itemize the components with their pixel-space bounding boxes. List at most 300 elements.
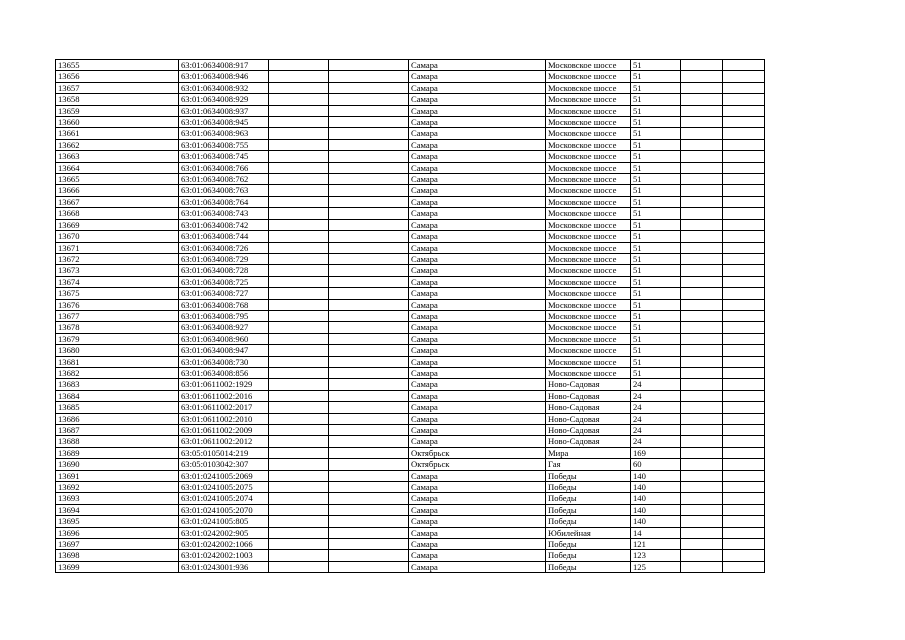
house-number-cell: 125 xyxy=(631,561,681,572)
row-number-cell: 13662 xyxy=(56,139,179,150)
street-cell: Московское шоссе xyxy=(546,128,631,139)
empty-cell xyxy=(723,185,765,196)
street-cell: Мира xyxy=(546,447,631,458)
empty-cell xyxy=(269,94,329,105)
empty-cell xyxy=(723,231,765,242)
street-cell: Московское шоссе xyxy=(546,174,631,185)
row-number-cell: 13691 xyxy=(56,470,179,481)
empty-cell xyxy=(269,516,329,527)
house-number-cell: 51 xyxy=(631,139,681,150)
cadastral-number-cell: 63:01:0634008:744 xyxy=(179,231,269,242)
street-cell: Гая xyxy=(546,459,631,470)
city-cell: Самара xyxy=(409,231,546,242)
empty-cell xyxy=(269,139,329,150)
city-cell: Самара xyxy=(409,310,546,321)
row-number-cell: 13670 xyxy=(56,231,179,242)
empty-cell xyxy=(681,470,723,481)
empty-cell xyxy=(723,539,765,550)
house-number-cell: 121 xyxy=(631,539,681,550)
row-number-cell: 13657 xyxy=(56,82,179,93)
empty-cell xyxy=(681,60,723,71)
street-cell: Ново-Садовая xyxy=(546,425,631,436)
row-number-cell: 13667 xyxy=(56,196,179,207)
cadastral-number-cell: 63:01:0634008:728 xyxy=(179,265,269,276)
empty-cell xyxy=(723,356,765,367)
house-number-cell: 51 xyxy=(631,276,681,287)
city-cell: Самара xyxy=(409,402,546,413)
street-cell: Московское шоссе xyxy=(546,117,631,128)
cadastral-number-cell: 63:01:0634008:963 xyxy=(179,128,269,139)
empty-cell xyxy=(681,561,723,572)
empty-cell xyxy=(329,208,409,219)
empty-cell xyxy=(269,425,329,436)
empty-cell xyxy=(681,288,723,299)
row-number-cell: 13675 xyxy=(56,288,179,299)
cadastral-number-cell: 63:01:0611002:2012 xyxy=(179,436,269,447)
empty-cell xyxy=(269,402,329,413)
table-row xyxy=(56,425,765,436)
street-cell: Юбилейная xyxy=(546,527,631,538)
house-number-cell: 24 xyxy=(631,425,681,436)
row-number-cell: 13679 xyxy=(56,333,179,344)
empty-cell xyxy=(681,402,723,413)
empty-cell xyxy=(723,82,765,93)
cadastral-number-cell: 63:01:0634008:763 xyxy=(179,185,269,196)
empty-cell xyxy=(329,333,409,344)
house-number-cell: 51 xyxy=(631,333,681,344)
street-cell: Победы xyxy=(546,539,631,550)
table-row xyxy=(56,288,765,299)
empty-cell xyxy=(681,482,723,493)
empty-cell xyxy=(681,82,723,93)
cadastral-number-cell: 63:05:0105014:219 xyxy=(179,447,269,458)
street-cell: Победы xyxy=(546,561,631,572)
cadastral-number-cell: 63:01:0243001:936 xyxy=(179,561,269,572)
table-row xyxy=(56,128,765,139)
empty-cell xyxy=(723,425,765,436)
table-row xyxy=(56,447,765,458)
table-row xyxy=(56,493,765,504)
street-cell: Московское шоссе xyxy=(546,265,631,276)
empty-cell xyxy=(681,310,723,321)
empty-cell xyxy=(329,539,409,550)
house-number-cell: 51 xyxy=(631,356,681,367)
city-cell: Самара xyxy=(409,322,546,333)
cadastral-number-cell: 63:01:0634008:927 xyxy=(179,322,269,333)
row-number-cell: 13665 xyxy=(56,174,179,185)
street-cell: Московское шоссе xyxy=(546,196,631,207)
empty-cell xyxy=(329,504,409,515)
row-number-cell: 13669 xyxy=(56,219,179,230)
empty-cell xyxy=(269,459,329,470)
street-cell: Московское шоссе xyxy=(546,345,631,356)
table-row xyxy=(56,310,765,321)
empty-cell xyxy=(269,447,329,458)
empty-cell xyxy=(329,322,409,333)
house-number-cell: 51 xyxy=(631,345,681,356)
city-cell: Самара xyxy=(409,253,546,264)
city-cell: Самара xyxy=(409,162,546,173)
row-number-cell: 13682 xyxy=(56,367,179,378)
city-cell: Самара xyxy=(409,345,546,356)
city-cell: Самара xyxy=(409,288,546,299)
empty-cell xyxy=(269,413,329,424)
house-number-cell: 51 xyxy=(631,82,681,93)
empty-cell xyxy=(269,276,329,287)
house-number-cell: 51 xyxy=(631,299,681,310)
row-number-cell: 13697 xyxy=(56,539,179,550)
cadastral-number-cell: 63:01:0634008:937 xyxy=(179,105,269,116)
table-row xyxy=(56,561,765,572)
city-cell: Самара xyxy=(409,242,546,253)
empty-cell xyxy=(269,265,329,276)
empty-cell xyxy=(681,231,723,242)
empty-cell xyxy=(329,82,409,93)
street-cell: Победы xyxy=(546,470,631,481)
table-row xyxy=(56,345,765,356)
table-row xyxy=(56,470,765,481)
cadastral-number-cell: 63:01:0634008:945 xyxy=(179,117,269,128)
table-row xyxy=(56,174,765,185)
house-number-cell: 51 xyxy=(631,242,681,253)
row-number-cell: 13699 xyxy=(56,561,179,572)
street-cell: Московское шоссе xyxy=(546,151,631,162)
cadastral-number-cell: 63:01:0634008:768 xyxy=(179,299,269,310)
empty-cell xyxy=(329,425,409,436)
row-number-cell: 13687 xyxy=(56,425,179,436)
table-row xyxy=(56,276,765,287)
empty-cell xyxy=(681,71,723,82)
row-number-cell: 13688 xyxy=(56,436,179,447)
empty-cell xyxy=(269,527,329,538)
row-number-cell: 13656 xyxy=(56,71,179,82)
empty-cell xyxy=(723,60,765,71)
table-row xyxy=(56,219,765,230)
empty-cell xyxy=(723,345,765,356)
empty-cell xyxy=(269,504,329,515)
city-cell: Самара xyxy=(409,174,546,185)
empty-cell xyxy=(269,539,329,550)
empty-cell xyxy=(329,310,409,321)
empty-cell xyxy=(681,185,723,196)
house-number-cell: 51 xyxy=(631,208,681,219)
city-cell: Самара xyxy=(409,128,546,139)
row-number-cell: 13677 xyxy=(56,310,179,321)
empty-cell xyxy=(681,436,723,447)
empty-cell xyxy=(723,379,765,390)
cadastral-number-cell: 63:01:0241005:2069 xyxy=(179,470,269,481)
street-cell: Победы xyxy=(546,516,631,527)
empty-cell xyxy=(681,196,723,207)
table-row xyxy=(56,231,765,242)
house-number-cell: 51 xyxy=(631,60,681,71)
empty-cell xyxy=(269,493,329,504)
table-row xyxy=(56,436,765,447)
house-number-cell: 51 xyxy=(631,253,681,264)
empty-cell xyxy=(269,310,329,321)
table-row xyxy=(56,151,765,162)
house-number-cell: 51 xyxy=(631,219,681,230)
empty-cell xyxy=(723,493,765,504)
table-row xyxy=(56,550,765,561)
street-cell: Победы xyxy=(546,504,631,515)
street-cell: Московское шоссе xyxy=(546,71,631,82)
city-cell: Самара xyxy=(409,105,546,116)
cadastral-number-cell: 63:01:0634008:947 xyxy=(179,345,269,356)
empty-cell xyxy=(681,425,723,436)
empty-cell xyxy=(269,219,329,230)
street-cell: Московское шоссе xyxy=(546,276,631,287)
house-number-cell: 51 xyxy=(631,105,681,116)
empty-cell xyxy=(723,333,765,344)
table-row xyxy=(56,71,765,82)
empty-cell xyxy=(681,447,723,458)
row-number-cell: 13674 xyxy=(56,276,179,287)
city-cell: Самара xyxy=(409,516,546,527)
empty-cell xyxy=(723,550,765,561)
house-number-cell: 140 xyxy=(631,516,681,527)
table-row xyxy=(56,185,765,196)
empty-cell xyxy=(269,333,329,344)
empty-cell xyxy=(681,128,723,139)
empty-cell xyxy=(329,550,409,561)
row-number-cell: 13696 xyxy=(56,527,179,538)
street-cell: Московское шоссе xyxy=(546,299,631,310)
table-row xyxy=(56,539,765,550)
empty-cell xyxy=(329,390,409,401)
empty-cell xyxy=(723,527,765,538)
street-cell: Московское шоссе xyxy=(546,185,631,196)
city-cell: Самара xyxy=(409,60,546,71)
empty-cell xyxy=(269,151,329,162)
empty-cell xyxy=(681,139,723,150)
empty-cell xyxy=(723,151,765,162)
empty-cell xyxy=(723,310,765,321)
street-cell: Московское шоссе xyxy=(546,333,631,344)
street-cell: Ново-Садовая xyxy=(546,436,631,447)
empty-cell xyxy=(329,447,409,458)
city-cell: Самара xyxy=(409,185,546,196)
house-number-cell: 51 xyxy=(631,322,681,333)
cadastral-number-cell: 63:01:0611002:1929 xyxy=(179,379,269,390)
city-cell: Самара xyxy=(409,561,546,572)
empty-cell xyxy=(681,413,723,424)
empty-cell xyxy=(329,105,409,116)
city-cell: Самара xyxy=(409,493,546,504)
empty-cell xyxy=(681,356,723,367)
row-number-cell: 13671 xyxy=(56,242,179,253)
row-number-cell: 13683 xyxy=(56,379,179,390)
city-cell: Самара xyxy=(409,71,546,82)
empty-cell xyxy=(269,242,329,253)
row-number-cell: 13666 xyxy=(56,185,179,196)
empty-cell xyxy=(681,345,723,356)
empty-cell xyxy=(329,128,409,139)
city-cell: Самара xyxy=(409,550,546,561)
table-row xyxy=(56,299,765,310)
row-number-cell: 13660 xyxy=(56,117,179,128)
empty-cell xyxy=(723,117,765,128)
empty-cell xyxy=(329,196,409,207)
empty-cell xyxy=(269,174,329,185)
empty-cell xyxy=(723,219,765,230)
table-row xyxy=(56,516,765,527)
row-number-cell: 13689 xyxy=(56,447,179,458)
empty-cell xyxy=(723,322,765,333)
house-number-cell: 140 xyxy=(631,504,681,515)
house-number-cell: 24 xyxy=(631,379,681,390)
city-cell: Самара xyxy=(409,390,546,401)
empty-cell xyxy=(723,516,765,527)
street-cell: Победы xyxy=(546,493,631,504)
table-row xyxy=(56,402,765,413)
empty-cell xyxy=(269,105,329,116)
empty-cell xyxy=(329,345,409,356)
table-row xyxy=(56,356,765,367)
street-cell: Московское шоссе xyxy=(546,219,631,230)
empty-cell xyxy=(329,162,409,173)
row-number-cell: 13684 xyxy=(56,390,179,401)
row-number-cell: 13655 xyxy=(56,60,179,71)
empty-cell xyxy=(681,174,723,185)
city-cell: Самара xyxy=(409,436,546,447)
city-cell: Самара xyxy=(409,219,546,230)
cadastral-number-cell: 63:01:0241005:2070 xyxy=(179,504,269,515)
house-number-cell: 140 xyxy=(631,493,681,504)
house-number-cell: 24 xyxy=(631,402,681,413)
house-number-cell: 140 xyxy=(631,482,681,493)
empty-cell xyxy=(723,265,765,276)
row-number-cell: 13663 xyxy=(56,151,179,162)
row-number-cell: 13668 xyxy=(56,208,179,219)
cadastral-number-cell: 63:01:0634008:856 xyxy=(179,367,269,378)
empty-cell xyxy=(269,436,329,447)
empty-cell xyxy=(681,493,723,504)
empty-cell xyxy=(329,482,409,493)
table-row xyxy=(56,196,765,207)
street-cell: Ново-Садовая xyxy=(546,390,631,401)
empty-cell xyxy=(269,208,329,219)
street-cell: Ново-Садовая xyxy=(546,379,631,390)
cadastral-number-cell: 63:01:0634008:795 xyxy=(179,310,269,321)
row-number-cell: 13690 xyxy=(56,459,179,470)
empty-cell xyxy=(329,60,409,71)
table-row xyxy=(56,482,765,493)
table-row xyxy=(56,162,765,173)
empty-cell xyxy=(723,459,765,470)
cadastral-number-cell: 63:01:0634008:726 xyxy=(179,242,269,253)
cadastral-number-cell: 63:01:0634008:730 xyxy=(179,356,269,367)
table-row xyxy=(56,333,765,344)
empty-cell xyxy=(723,128,765,139)
street-cell: Московское шоссе xyxy=(546,253,631,264)
empty-cell xyxy=(723,447,765,458)
cadastral-number-cell: 63:01:0634008:764 xyxy=(179,196,269,207)
empty-cell xyxy=(681,550,723,561)
house-number-cell: 51 xyxy=(631,310,681,321)
empty-cell xyxy=(723,71,765,82)
street-cell: Московское шоссе xyxy=(546,367,631,378)
house-number-cell: 51 xyxy=(631,185,681,196)
empty-cell xyxy=(269,60,329,71)
row-number-cell: 13681 xyxy=(56,356,179,367)
table-row xyxy=(56,367,765,378)
empty-cell xyxy=(723,253,765,264)
empty-cell xyxy=(269,71,329,82)
table-body xyxy=(56,60,765,573)
cadastral-number-cell: 63:01:0242002:1066 xyxy=(179,539,269,550)
empty-cell xyxy=(329,94,409,105)
empty-cell xyxy=(269,356,329,367)
empty-cell xyxy=(269,390,329,401)
city-cell: Самара xyxy=(409,208,546,219)
empty-cell xyxy=(681,94,723,105)
empty-cell xyxy=(681,253,723,264)
city-cell: Самара xyxy=(409,333,546,344)
empty-cell xyxy=(681,379,723,390)
house-number-cell: 51 xyxy=(631,71,681,82)
table-row xyxy=(56,527,765,538)
empty-cell xyxy=(269,550,329,561)
empty-cell xyxy=(723,436,765,447)
row-number-cell: 13685 xyxy=(56,402,179,413)
empty-cell xyxy=(269,117,329,128)
street-cell: Победы xyxy=(546,482,631,493)
city-cell: Октябрьск xyxy=(409,447,546,458)
empty-cell xyxy=(681,151,723,162)
street-cell: Московское шоссе xyxy=(546,60,631,71)
cadastral-number-cell: 63:01:0634008:755 xyxy=(179,139,269,150)
empty-cell xyxy=(269,322,329,333)
house-number-cell: 140 xyxy=(631,470,681,481)
house-number-cell: 51 xyxy=(631,174,681,185)
table-row xyxy=(56,504,765,515)
house-number-cell: 169 xyxy=(631,447,681,458)
empty-cell xyxy=(269,82,329,93)
street-cell: Московское шоссе xyxy=(546,288,631,299)
empty-cell xyxy=(723,413,765,424)
empty-cell xyxy=(269,345,329,356)
empty-cell xyxy=(329,516,409,527)
row-number-cell: 13694 xyxy=(56,504,179,515)
empty-cell xyxy=(269,231,329,242)
empty-cell xyxy=(681,333,723,344)
row-number-cell: 13658 xyxy=(56,94,179,105)
empty-cell xyxy=(723,482,765,493)
empty-cell xyxy=(681,390,723,401)
empty-cell xyxy=(723,561,765,572)
table-row xyxy=(56,242,765,253)
house-number-cell: 24 xyxy=(631,390,681,401)
cadastral-number-cell: 63:01:0634008:729 xyxy=(179,253,269,264)
cadastral-number-cell: 63:05:0103042:307 xyxy=(179,459,269,470)
empty-cell xyxy=(329,174,409,185)
table-row xyxy=(56,390,765,401)
table-row xyxy=(56,94,765,105)
cadastral-number-cell: 63:01:0634008:727 xyxy=(179,288,269,299)
house-number-cell: 51 xyxy=(631,162,681,173)
empty-cell xyxy=(269,561,329,572)
city-cell: Самара xyxy=(409,299,546,310)
empty-cell xyxy=(329,276,409,287)
empty-cell xyxy=(681,539,723,550)
empty-cell xyxy=(723,276,765,287)
cadastral-number-cell: 63:01:0611002:2016 xyxy=(179,390,269,401)
house-number-cell: 51 xyxy=(631,117,681,128)
cadastral-number-cell: 63:01:0634008:762 xyxy=(179,174,269,185)
empty-cell xyxy=(723,402,765,413)
street-cell: Московское шоссе xyxy=(546,322,631,333)
